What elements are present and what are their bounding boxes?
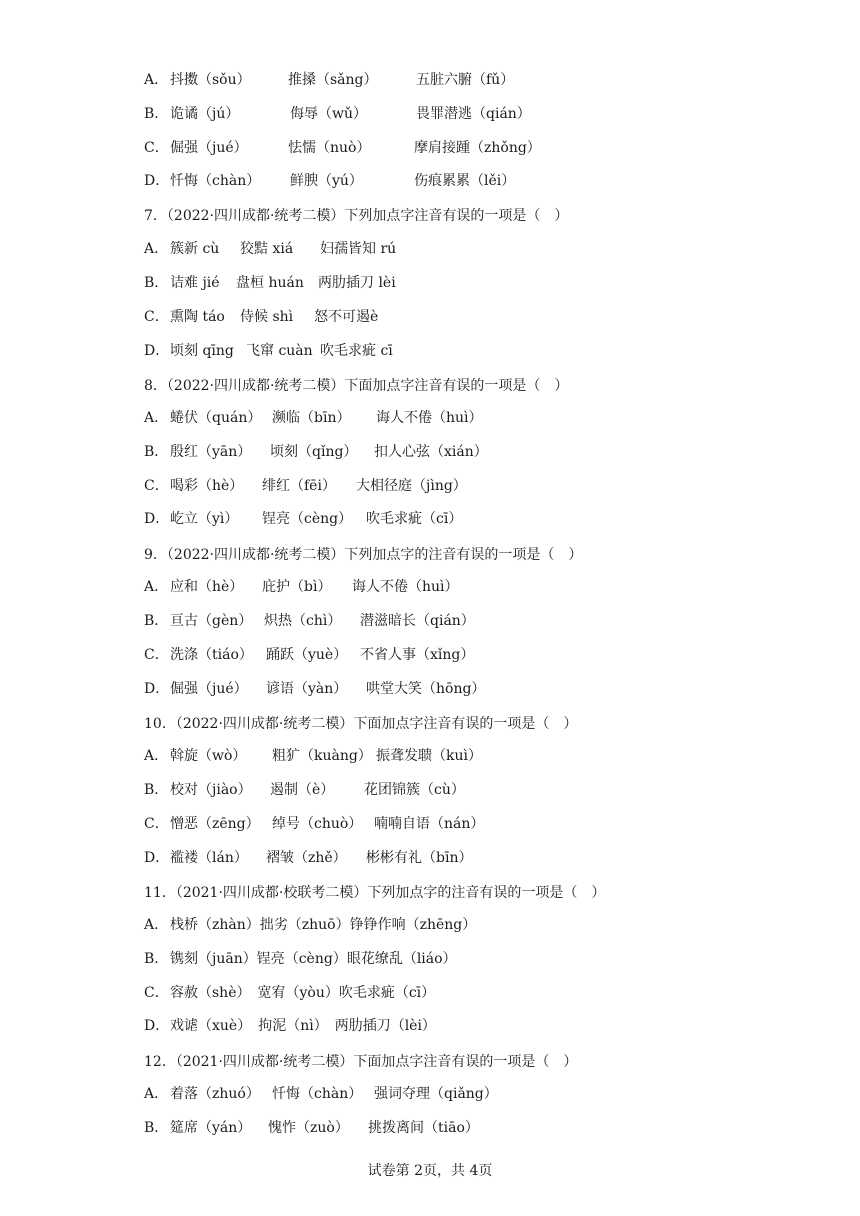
option-label: B． <box>144 106 169 122</box>
option-item: 狡黠 xiá <box>240 241 294 257</box>
option-label: C． <box>144 140 169 156</box>
option-label: C． <box>144 647 169 663</box>
option-item: 两肋插刀 lèi <box>318 275 396 291</box>
option-item: 褴褛（lán） <box>170 850 248 866</box>
option-item: 大相径庭（jìng） <box>356 478 467 494</box>
option-item: 愧怍（zuò） <box>268 1120 349 1136</box>
option-item: 花团锦簇（cù） <box>364 782 465 798</box>
option-label: B． <box>144 1120 169 1136</box>
option-item: 绯红（fēi） <box>262 478 336 494</box>
option-label: D． <box>144 850 170 866</box>
option-item: 摩肩接踵（zhǒng） <box>414 140 541 156</box>
option-label: B． <box>144 444 169 460</box>
option-item: 喝彩（hè） <box>170 478 244 494</box>
option-item: 倔强（jué） <box>170 140 248 156</box>
option-item: 校对（jiào） <box>170 782 252 798</box>
option-label: A． <box>144 72 169 88</box>
option-item: 飞窜 cuàn <box>246 343 313 359</box>
option-item: 挑拨离间（tiāo） <box>368 1120 479 1136</box>
option-item: 诘难 jié <box>170 275 220 291</box>
option-item: 推搡（sǎng） <box>288 72 378 88</box>
option-item: 锃亮（cèng） <box>262 511 353 527</box>
option-item: 畏罪潜逃（qián） <box>416 106 531 122</box>
option-item: 彬彬有礼（bīn） <box>366 850 473 866</box>
q12-stem: 12．（2021·四川成都·统考二模）下面加点字注音有误的一项是（ ） <box>144 1054 578 1070</box>
option-item: 吹毛求疵（cī） <box>366 511 463 527</box>
option-item: 吹毛求疵 cī <box>320 343 393 359</box>
option-item: 洗涤（tiáo） <box>170 647 253 663</box>
option-item: 诲人不倦（huì） <box>376 410 483 426</box>
option-item: 五脏六腑（fǔ） <box>416 72 515 88</box>
option-label: C． <box>144 478 169 494</box>
option-item: 屹立（yì） <box>170 511 239 527</box>
option-label: D． <box>144 511 170 527</box>
option-item: 振聋发聩（kuì） <box>376 748 482 764</box>
q7-stem: 7．（2022·四川成都·统考二模）下列加点字注音有误的一项是（ ） <box>144 208 569 224</box>
option-item: 忏悔（chàn） <box>170 173 261 189</box>
option-item: 潜滋暗长（qián） <box>360 613 475 629</box>
option-item: 盘桓 huán <box>236 275 304 291</box>
option-item: 濒临（bīn） <box>272 410 351 426</box>
option-label: D． <box>144 173 170 189</box>
option-label: B． <box>144 782 169 798</box>
option-label: A． <box>144 241 169 257</box>
option-label: B． <box>144 275 169 291</box>
option-label: D． <box>144 681 170 697</box>
option-item: 栈桥（zhàn）拙劣（zhuō）铮铮作响（zhēng） <box>170 917 477 933</box>
option-item: 应和（hè） <box>170 579 244 595</box>
option-label: C． <box>144 816 169 832</box>
option-item: 炽热（chì） <box>264 613 342 629</box>
option-item: D． <box>144 1018 170 1034</box>
option-item: 鲜腴（yú） <box>290 173 363 189</box>
option-item: B． <box>144 951 169 967</box>
option-item: 褶皱（zhě） <box>266 850 347 866</box>
option-item: 怯懦（nuò） <box>288 140 371 156</box>
q8-stem: 8．（2022·四川成都·统考二模）下面加点字注音有误的一项是（ ） <box>144 378 569 394</box>
option-item: 戏谑（xuè） 拘泥（nì） 两肋插刀（lèi） <box>170 1018 436 1034</box>
option-item: 谚语（yàn） <box>266 681 348 697</box>
option-item: 喃喃自语（nán） <box>374 816 485 832</box>
q10-stem: 10．（2022·四川成都·统考二模）下面加点字注音有误的一项是（ ） <box>144 716 578 732</box>
option-item: 簇新 cù <box>170 241 220 257</box>
option-label: C． <box>144 309 169 325</box>
option-item: 憎恶（zēng） <box>170 816 260 832</box>
option-item: 诲人不倦（huì） <box>352 579 459 595</box>
option-item: 怒不可遏è <box>314 309 379 325</box>
q9-stem: 9．（2022·四川成都·统考二模）下列加点字的注音有误的一项是（ ） <box>144 547 583 563</box>
option-item: 着落（zhuó） <box>170 1086 260 1102</box>
option-label: A． <box>144 748 169 764</box>
option-label: C． <box>144 985 169 1001</box>
option-label: A． <box>144 579 169 595</box>
option-item: 踊跃（yuè） <box>266 647 348 663</box>
option-item: 忏悔（chàn） <box>272 1086 363 1102</box>
option-item: 伤痕累累（lěi） <box>414 173 516 189</box>
option-label: A． <box>144 1086 169 1102</box>
option-item: 顷刻 qīng <box>170 343 234 359</box>
option-item: 粗犷（kuàng） <box>272 748 372 764</box>
option-item: 斡旋（wò） <box>170 748 247 764</box>
option-item: 容赦（shè） 宽宥（yòu）吹毛求疵（cī） <box>170 985 436 1001</box>
option-label: D． <box>144 343 170 359</box>
option-item: 殷红（yān） <box>170 444 252 460</box>
page-footer: 试卷第 2页，共 4页 <box>367 1163 493 1179</box>
option-item: 绰号（chuò） <box>272 816 363 832</box>
option-item: 强词夺理（qiǎng） <box>374 1086 498 1102</box>
option-item: 妇孺皆知 rú <box>320 241 397 257</box>
option-label: A． <box>144 917 169 933</box>
option-item: 侍候 shì <box>240 309 294 325</box>
option-label: B． <box>144 613 169 629</box>
option-item: 顷刻（qǐng） <box>270 444 358 460</box>
option-item: 亘古（gèn） <box>170 613 253 629</box>
option-item: 蜷伏（quán） <box>170 410 262 426</box>
option-item: 侮辱（wǔ） <box>290 106 367 122</box>
option-item: 镌刻（juān）锃亮（cèng）眼花缭乱（liáo） <box>170 951 457 967</box>
option-item: 倔强（jué） <box>170 681 248 697</box>
option-item: 熏陶 táo <box>170 309 225 325</box>
option-label: A． <box>144 410 169 426</box>
option-item: 遏制（è） <box>270 782 335 798</box>
q11-stem: 11．（2021·四川成都·校联考二模）下列加点字的注音有误的一项是（ ） <box>144 885 606 901</box>
option-item: 诡谲（jú） <box>170 106 240 122</box>
option-item: 不省人事（xǐng） <box>360 647 475 663</box>
option-item: 抖擞（sǒu） <box>170 72 251 88</box>
option-item: 哄堂大笑（hōng） <box>366 681 486 697</box>
option-item: 庇护（bì） <box>262 579 332 595</box>
option-item: 扣人心弦（xián） <box>374 444 488 460</box>
option-item: 筵席（yán） <box>170 1120 252 1136</box>
